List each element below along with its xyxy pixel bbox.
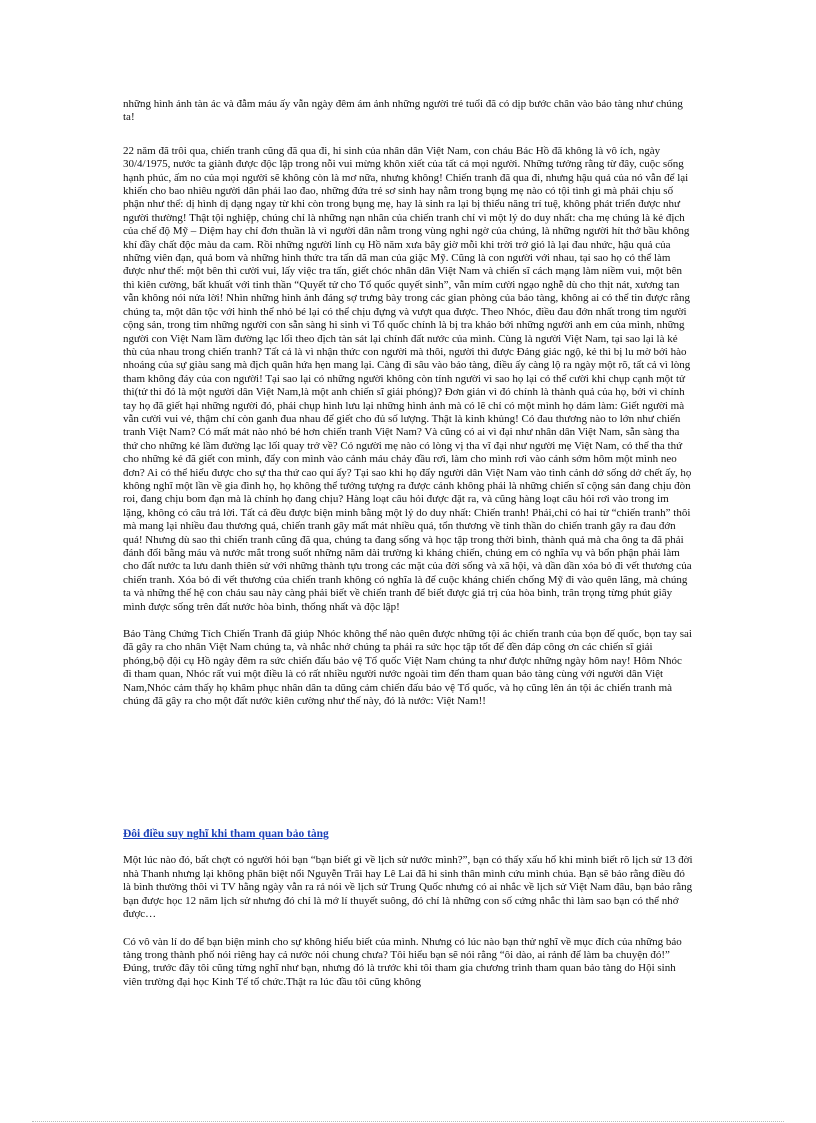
paragraph-intro: những hình ảnh tàn ác và đẫm máu ấy vẫn ngày đêm ám ảnh những người trẻ tuổi đã có dịp bước chân vào bảo tàng như chúng ta! <box>123 98 683 124</box>
article-title-link[interactable]: Đôi điều suy nghĩ khi tham quan bảo tàng <box>123 828 329 841</box>
paragraph-conclusion: Bảo Tàng Chứng Tích Chiến Tranh đã giúp Nhóc không thể nào quên được những tội ác chiến tranh của bọn đế quốc, bọn tay sai đã gây ra cho nhân Việt Nam chúng ta, và nhắc nhở chúng ta phải ra sức học tập tốt để đền đáp công ơn các chiến sĩ giải phóng,bộ đội cụ Hồ ngày đêm ra sức chiến đấu bảo vệ Tổ quốc Việt Nam chúng ta như được những ngày hôm nay! Hôm Nhóc đi tham quan, Nhóc rất vui một điều là có rất nhiều người nước ngoài tìm đến tham quan bảo tàng cùng với người dân Việt Nam,Nhóc cảm thấy họ khâm phục nhân dân ta dũng cảm chiến đấu bảo vệ Tổ quốc, và họ cũng lên án tội ác chiến tranh mà chúng đã gây ra cho một đất nước kiên cường như thế này, đó là nước: Việt Nam!! <box>123 628 692 708</box>
article-paragraph-2: Có vô vàn lí do để bạn biện minh cho sự không hiểu biết của mình. Nhưng có lúc nào bạn thử nghĩ về mục đích của những bảo tàng trong thành phố nói riêng hay cả nước nói chung chưa? Tôi hiểu bạn sẽ nói rằng “ôi dào, ai rảnh để làm ba chuyện đó!” Đúng, trước đây tôi cũng từng nghĩ như bạn, nhưng đó là trước khi tôi tham gia chương trình tham quan bảo tàng do Hội sinh viên trường đại học Kinh Tế tổ chức.Thật ra lúc đầu tôi cũng không <box>123 935 682 988</box>
document-page <box>123 98 693 1003</box>
paragraph-main: 22 năm đã trôi qua, chiến tranh cũng đã qua đi, hi sinh của nhân dân Việt Nam, con cháu Bác Hồ đã không là vô ích, ngày 30/4/1975, nước ta giành được độc lập trong nỗi vui mừng khôn xiết của tất cả mọi người. Những tưởng rằng từ đây, cuộc sống hạnh phúc, ấm no của mọi người sẽ không còn là mơ nữa, nhưng không! Chiến tranh đã qua đi, nhưng hậu quả của nó vẫn để lại khiến cho bao nhiêu người dân phải lao đao, những đứa trẻ sơ sinh hay nằm trong bụng mẹ nào có tội tình gì mà phải chịu số phận như thế: dị hình dị dạng ngay từ khi còn trong bụng mẹ, hay là sinh ra lại bị thiểu năng trí tuệ, không phát triển được như người thường! Thật tội nghiệp, chúng chỉ là những nạn nhân của chiến tranh chỉ vì một lý do duy nhất: cha mẹ chúng là kẻ địch của chế độ Mỹ – Diệm hay chỉ đơn thuần là vì người dân nằm trong vùng nghi ngờ của chúng, là những người hít thở bầu không khí đầy chất độc màu da cam. Rồi những người lính cụ Hồ năm xưa bây giờ mỗi khi trời trở gió là lại đau nhức, hậu quả của những viên đạn, quả bom và những hình thức tra tấn dã man của giặc Mỹ. Cũng là con người với nhau, tại sao họ có thể làm được như thế: một bên thì cười vui, lấy việc tra tấn, giết chóc nhân dân Việt Nam và chiến sĩ cách mạng làm niềm vui, một bên thì kiên cường, bất khuất với tinh thần “Quyết tử cho Tổ quốc quyết sinh”, vẫn mỉm cười ngạo nghễ dù cho thịt nát, xương tan vẫn không nói nửa lời! Nhìn những hình ảnh đáng sợ trưng bày trong các gian phòng của bảo tàng, không ai có thể tin được rằng chúng ta, một dân tộc với hình thể nhỏ bé lại có thể chịu đựng và vượt qua được. Theo Nhóc, điều đau đớn nhất trong tim người cộng sản, trong tim những người con sẵn sàng hi sinh vì Tổ quốc chính là bị tra khảo bởi những người anh em của mình, những người con Việt Nam lầm đường lạc lối theo địch tàn sát lại chính đất nước của mình. Cùng là người Việt Nam, tại sao lại là kẻ thù của nhau trong chiến tranh? Tất cả là vì nhận thức con người mà thôi, người thì được Đảng giác ngộ, kẻ thì bị lu mờ bởi hào nhoáng của sự giàu sang mà địch quân hứa hẹn mang lại. Càng đi sâu vào bảo tàng, điều ấy càng lộ ra ngày một rõ, tất cả vì lòng tham không đáy của con người! Tại sao lại có những người không còn tính người vì sao họ lại có thể cười khi chụp cạnh một tử thi(tử thi đó là một người dân Việt Nam,là một anh chiến sĩ giải phóng)? Đơn giản vì đó chính là thành quả của họ, bởi vì chính tay họ đã giết hại những người đó, phải chụp hình lưu lại những hình ảnh mà có lẽ chỉ có một mình họ dám làm: Giết người mà vẫn cười vui vẻ, thậm chí còn ganh đua nhau để giết cho đủ số lượng. Thật là kinh khủng! Có đau thương nào to lớn như chiến tranh Việt Nam? Có mất mát nào nhỏ bé hơn chiến tranh Việt Nam? Và cũng có ai vì đại như nhân dân Việt Nam, sẵn sàng tha thứ cho những kẻ lầm đường lạc lối quay trở về? Có người mẹ nào có lòng vị tha vĩ đại như người mẹ Việt Nam, có thể tha thứ cho những kẻ đã giết con mình, đẩy con mình vào cảnh máu chảy đầu rơi, làm cho mình rơi vào cảnh sớm hôm một mình neo đơn? Ai có thể hiểu được cho sự tha thứ cao quí ấy? Tại sao khi họ đẩy người dân Việt Nam vào tình cảnh dở sống dở chết ấy, họ không nghĩ một lần về gia đình họ, họ không thể tưởng tượng ra được cảnh không phải là những chiến sĩ cộng sản đang chịu đòn roi, đang chịu bom đạn mà là chính họ đang chịu? Hàng loạt câu hỏi được đặt ra, và cũng hàng loạt câu hỏi rơi vào trong im lặng, không có câu trả lời. Tất cả đều được biện minh bằng một lý do duy nhất: Chiến tranh! Phải,chỉ có hai từ “chiến tranh” thôi mà mang lại nhiều đau thương quá, chiến tranh gây mất mát nhiều quá, tổn thương về tinh thần do chiến tranh gây ra đau đớn quá! Nhưng dù sao thì chiến tranh cũng đã qua, chúng ta đang sống và học tập trong thời bình, thành quả mà cha ông ta đã phải đánh đổi bằng máu và nước mắt trong suốt những năm dài trường kì kháng chiến, chúng em có nghĩa vụ và bổn phận phải làm cho đất nước ta lưu danh thiên sử với những thành tựu trong các mặt của đời sống và xã hội, và dần dần xóa bỏ đi vết thương của chiến tranh. Xóa bỏ đi vết thương của chiến tranh không có nghĩa là để cuộc kháng chiến chống Mỹ đi vào quên lãng, mà chúng ta và những thế hệ con cháu sau này càng phải biết về chiến tranh để biết được giá trị của hòa bình, trân trọng từng phút giây mình được sống trên đất nước hòa bình, thống nhất và độc lập! <box>123 144 692 613</box>
article-paragraph-1: Một lúc nào đó, bất chợt có người hỏi bạn “bạn biết gì về lịch sử nước mình?”, bạn có thấy xấu hổ khi mình biết rõ lịch sử 13 đời nhà Thanh nhưng lại không phân biệt nổi Nguyễn Trãi hay Lê Lai đã hi sinh thân mình cứu mình chúa. Bạn sẽ bảo rằng điều đó là bình thường thôi vì TV hằng ngày vẫn ra rả nói về lịch sử Trung Quốc nhưng có ai nhắc về lịch sử Việt Nam đâu, bạn bảo rằng bạn được học 12 năm lịch sử nhưng đó chỉ là mớ lí thuyết suông, đó chỉ là những con số cứng nhắc thì làm sao bạn có thể nhớ được… <box>123 854 693 921</box>
page-bottom-divider <box>32 1121 784 1122</box>
